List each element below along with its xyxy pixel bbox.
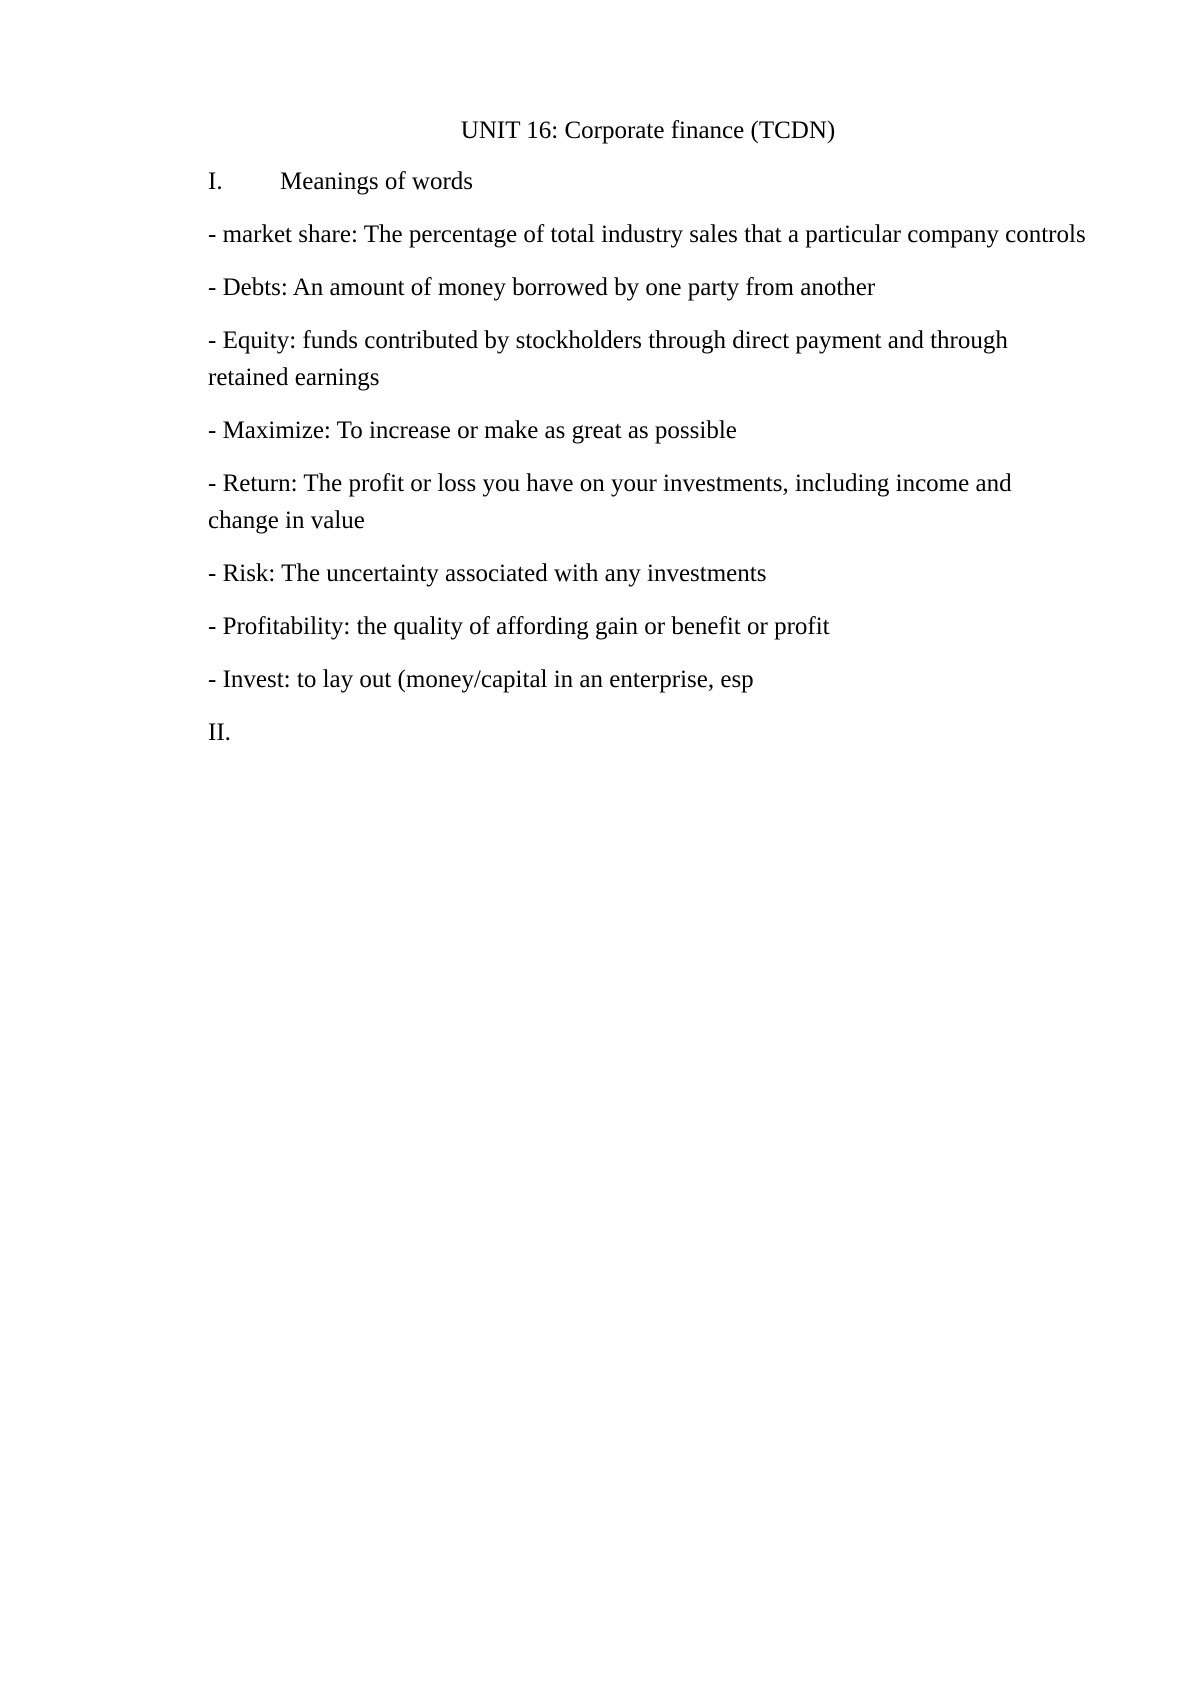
definition-invest: - Invest: to lay out (money/capital in an enterprise, esp (208, 666, 754, 693)
definition-debts: - Debts: An amount of money borrowed by one party from another (208, 274, 876, 301)
section-heading-2 (208, 714, 1088, 751)
section-number-1: I. (208, 168, 223, 195)
definition-equity: - Equity: funds contributed by stockholders through direct payment and through retained earnings (208, 327, 1008, 391)
document-body (208, 112, 1088, 767)
definition-profitability: - Profitability: the quality of affording gain or benefit or profit (208, 613, 830, 640)
definition-market-share: - market share: The percentage of total industry sales that a particular company controls (208, 221, 1086, 248)
section-title-1: Meanings of words (280, 168, 474, 195)
document-title: UNIT 16: Corporate finance (TCDN) (460, 117, 836, 144)
section-number-2: II. (208, 719, 231, 746)
section-heading-1 (208, 163, 1088, 200)
definition-return: - Return: The profit or loss you have on your investments, including income and change in value (208, 470, 1012, 534)
definition-maximize: - Maximize: To increase or make as great as possible (208, 417, 737, 444)
definition-risk: - Risk: The uncertainty associated with any investments (208, 560, 767, 587)
